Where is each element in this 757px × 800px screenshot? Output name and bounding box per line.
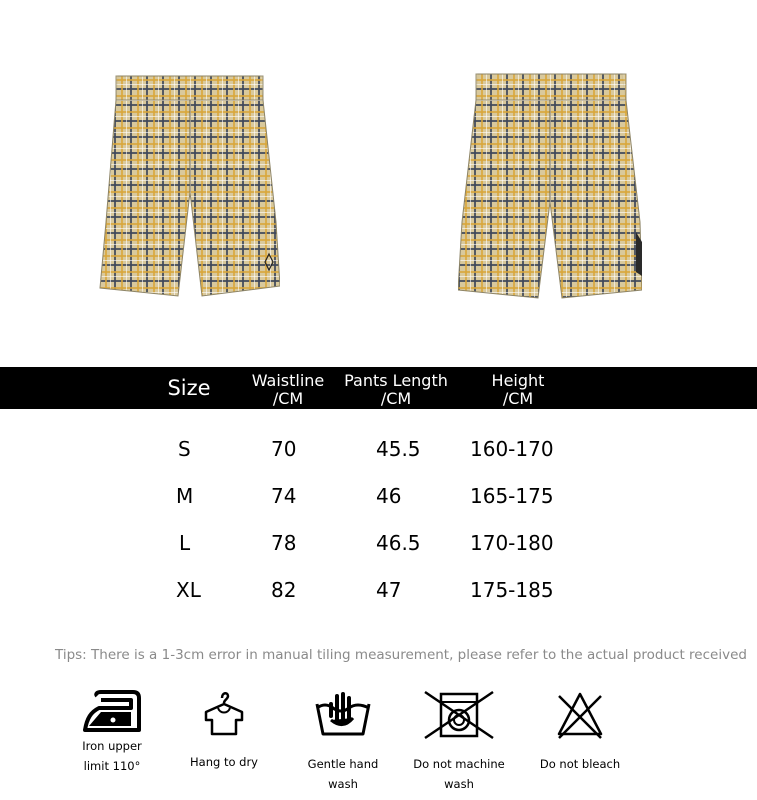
- care-label: Gentle hand wash: [307, 757, 379, 791]
- cell-height: 170-180: [470, 531, 554, 555]
- cell-length: 45.5: [376, 437, 421, 461]
- care-hang-dry: [184, 688, 264, 772]
- cell-size: L: [179, 531, 191, 555]
- care-label: Do not machine wash: [413, 757, 505, 791]
- care-label: Hang to dry: [190, 755, 258, 769]
- cell-size: S: [178, 437, 191, 461]
- no-machine-wash-icon: [423, 690, 495, 740]
- cell-waist: 74: [271, 484, 297, 508]
- cell-waist: 82: [271, 578, 297, 602]
- iron-icon: [81, 688, 143, 736]
- cell-height: 175-185: [470, 578, 554, 602]
- care-label: Do not bleach: [539, 757, 621, 771]
- care-label: limit 110°: [83, 759, 141, 773]
- header-size: Size: [167, 376, 211, 400]
- cell-waist: 70: [271, 437, 297, 461]
- cell-size: XL: [176, 578, 201, 602]
- no-bleach-icon: [555, 690, 605, 740]
- cell-length: 46.5: [376, 531, 421, 555]
- hand-wash-icon: [313, 690, 373, 740]
- tips-text: Tips: There is a 1-3cm error in manual tiling measurement, please refer to the actual product received: [55, 647, 747, 663]
- back-shorts-image: [458, 72, 642, 300]
- care-no-machine-wash: [398, 690, 520, 794]
- care-no-bleach: [528, 690, 632, 774]
- header-waistline: Waistline /CM: [251, 371, 325, 408]
- cell-waist: 78: [271, 531, 297, 555]
- hang-to-dry-icon: [202, 688, 246, 740]
- cell-length: 47: [376, 578, 402, 602]
- table-crop-edge: [0, 606, 757, 626]
- front-shorts-image: [98, 72, 280, 300]
- header-pants-length: Pants Length /CM: [344, 371, 448, 408]
- cell-size: M: [176, 484, 194, 508]
- care-hand-wash: [292, 690, 394, 794]
- cell-height: 165-175: [470, 484, 554, 508]
- care-iron: [76, 688, 148, 776]
- cell-height: 160-170: [470, 437, 554, 461]
- care-label: Iron upper: [82, 739, 142, 753]
- header-height: Height /CM: [491, 371, 545, 408]
- cell-length: 46: [376, 484, 402, 508]
